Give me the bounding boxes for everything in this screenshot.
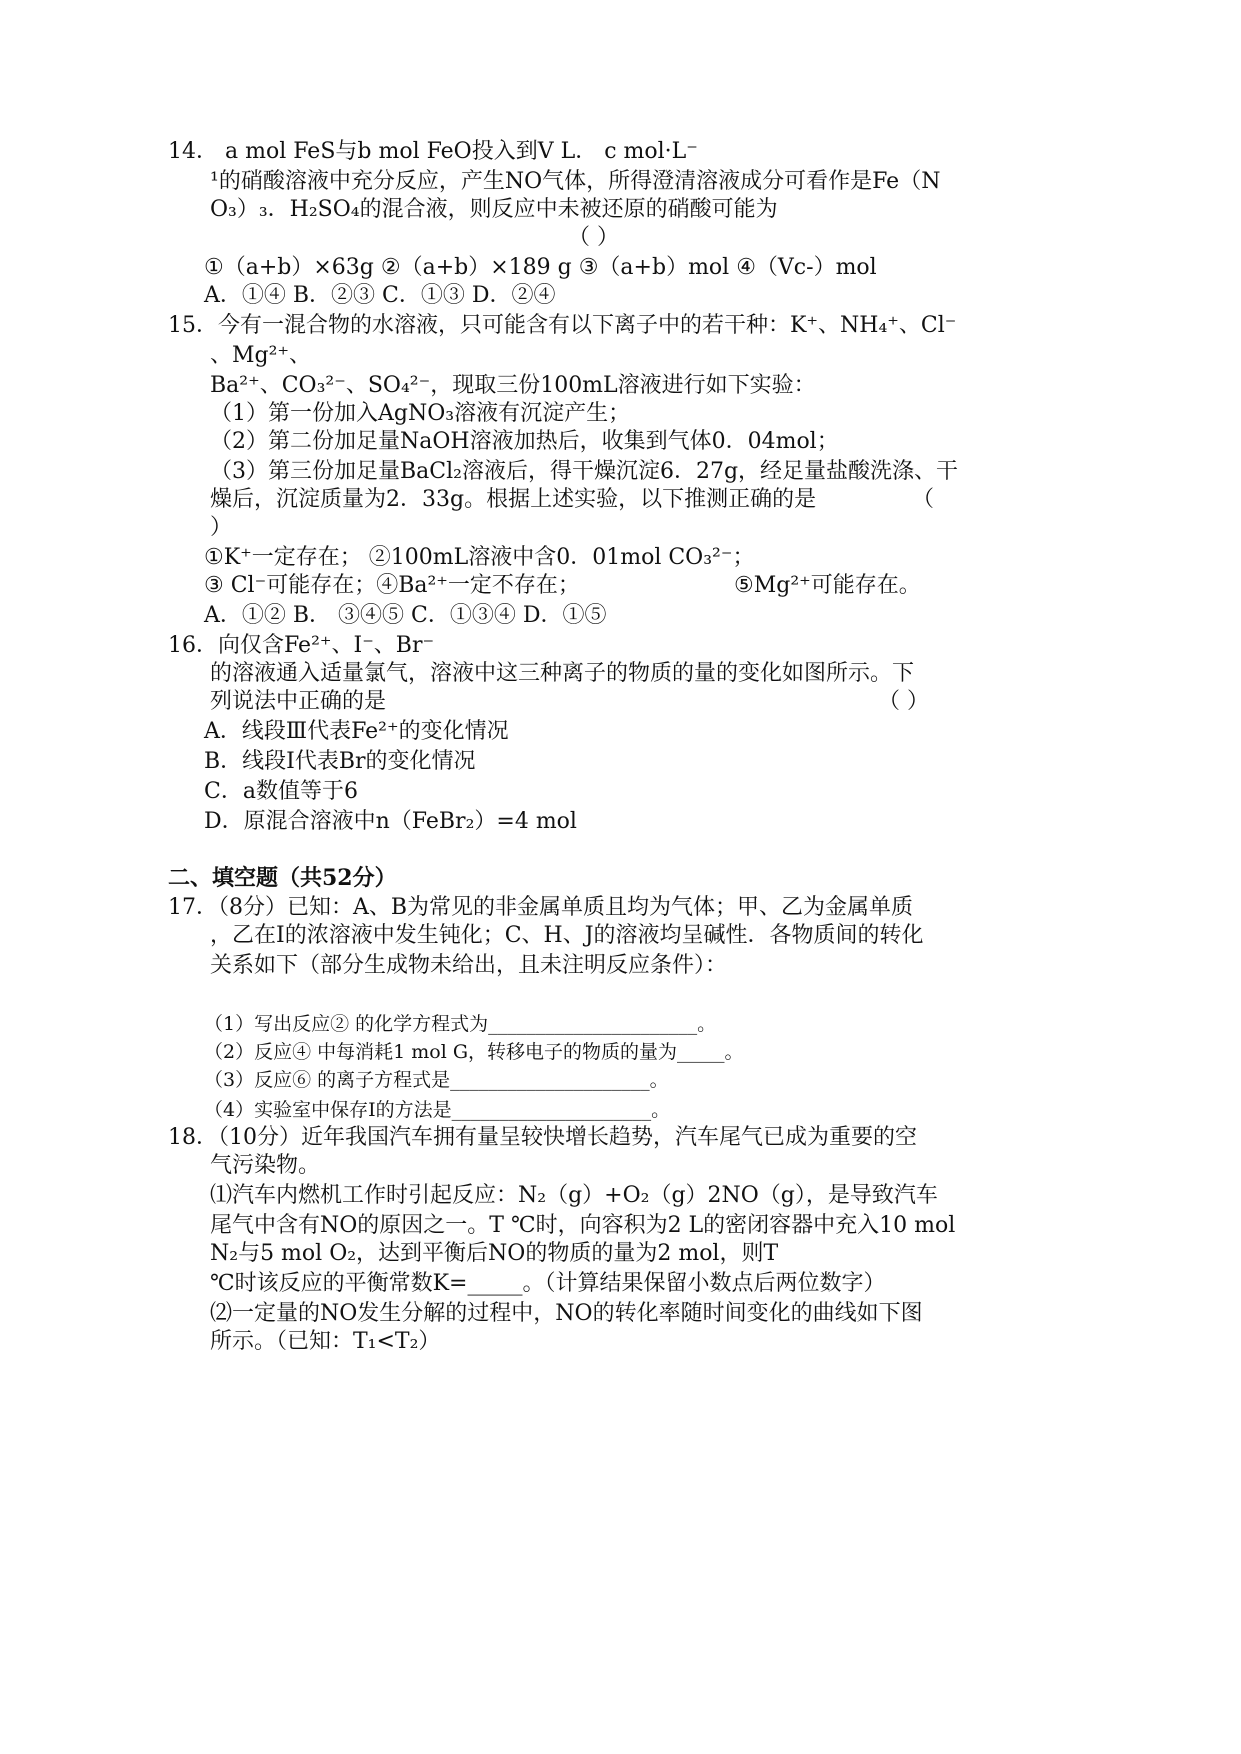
q16-line-2: 的溶液通入适量氯气，溶液中这三种离子的物质的量的变化如图所示。下	[210, 661, 915, 686]
q16-answer-paren: （ ）	[878, 689, 929, 714]
q15-exp-3: （3）第三份加足量BaCl₂溶液后，得干燥沉淀6．27g，经足量盐酸洗涤、干	[210, 459, 959, 484]
q17-line-1: 17．（8分）已知：A、B为常见的非金属单质且均为气体；甲、乙为金属单质	[168, 895, 914, 920]
q16-line-3: 列说法中正确的是	[210, 689, 387, 714]
q15-line-3: Ba²⁺、CO₃²⁻、SO₄²⁻，现取三份100mL溶液进行如下实验：	[210, 373, 816, 398]
q16-option-c: C．a数值等于6	[204, 779, 358, 804]
q14-answer-paren: （ ）	[568, 225, 619, 250]
q14-line-3: O₃）₃．H₂SO₄的混合液，则反应中未被还原的硝酸可能为	[210, 197, 778, 222]
q18-line-8: 所示。（已知：T₁<T₂）	[210, 1329, 441, 1354]
q18-line-1: 18．（10分）近年我国汽车拥有量呈较快增长趋势，汽车尾气已成为重要的空	[168, 1125, 917, 1150]
q14-line-1: 14． a mol FeS与b mol FeO投入到V L． c mol·L⁻	[168, 139, 698, 164]
section-heading: 二、填空题（共52分）	[168, 865, 397, 891]
q15-exp-2: （2）第二份加足量NaOH溶液加热后，收集到气体0．04mol；	[210, 429, 839, 454]
q15-options: A．①② B． ③④⑤ C．①③④ D．①⑤	[204, 603, 607, 628]
q15-line-2: 、Mg²⁺、	[210, 343, 312, 368]
q18-line-3: ⑴汽车内燃机工作时引起反应：N₂（g）+O₂（g）2NO（g），是导致汽车	[210, 1183, 938, 1208]
q18-line-4: 尾气中含有NO的原因之一。T ℃时，向容积为2 L的密闭容器中充入10 mol	[210, 1213, 956, 1238]
q17-sub-2: （2）反应④ 中每消耗1 mol G，转移电子的物质的量为_____。	[204, 1041, 744, 1063]
q18-line-5: N₂与5 mol O₂，达到平衡后NO的物质的量为2 mol，则T	[210, 1241, 779, 1266]
q15-paren-open: （	[912, 487, 935, 512]
q16-line-1: 16．向仅含Fe²⁺、I⁻、Br⁻	[168, 633, 435, 658]
q17-line-3: 关系如下（部分生成物未给出，且未注明反应条件）：	[210, 953, 728, 978]
q17-sub-3: （3）反应⑥ 的离子方程式是_____________________。	[204, 1069, 669, 1091]
q16-option-a: A．线段Ⅲ代表Fe²⁺的变化情况	[204, 719, 509, 744]
q15-line-7: 燥后，沉淀质量为2．33g。根据上述实验，以下推测正确的是	[210, 487, 817, 512]
q15-line-1: 15．今有一混合物的水溶液，只可能含有以下离子中的若干种：K⁺、NH₄⁺、Cl⁻	[168, 313, 957, 338]
q15-statements-2: ③ Cl⁻可能存在；④Ba²⁺一定不存在；	[204, 573, 580, 598]
q15-statements-1: ①K⁺一定存在； ②100mL溶液中含0．01mol CO₃²⁻；	[204, 545, 755, 570]
q17-line-2: ，乙在I的浓溶液中发生钝化；C、H、J的溶液均呈碱性．各物质间的转化	[210, 923, 924, 948]
q14-statements: ①（a+b）×63g ②（a+b）×189 g ③（a+b）mol ④（Vc-）mol	[204, 255, 877, 280]
q14-options: A．①④ B．②③ C．①③ D．②④	[204, 283, 556, 308]
q16-option-b: B．线段Ⅰ代表Br的变化情况	[204, 749, 476, 774]
q17-sub-1: （1）写出反应② 的化学方程式为______________________。	[204, 1013, 717, 1035]
q18-line-2: 气污染物。	[210, 1153, 321, 1178]
q15-exp-1: （1）第一份加入AgNO₃溶液有沉淀产生；	[210, 401, 631, 426]
q16-option-d: D．原混合溶液中n（FeBr₂）=4 mol	[204, 809, 577, 834]
q18-line-7: ⑵一定量的NO发生分解的过程中，NO的转化率随时间变化的曲线如下图	[210, 1301, 923, 1326]
q18-line-6: ℃时该反应的平衡常数K=_____。（计算结果保留小数点后两位数字）	[210, 1271, 886, 1296]
q15-statements-3: ⑤Mg²⁺可能存在。	[734, 573, 921, 598]
q14-line-2: ¹的硝酸溶液中充分反应，产生NO气体，所得澄清溶液成分可看作是Fe（N	[210, 169, 941, 194]
q15-paren-close: ）	[210, 515, 233, 540]
q17-sub-4: （4）实验室中保存I的方法是_____________________。	[204, 1099, 671, 1121]
